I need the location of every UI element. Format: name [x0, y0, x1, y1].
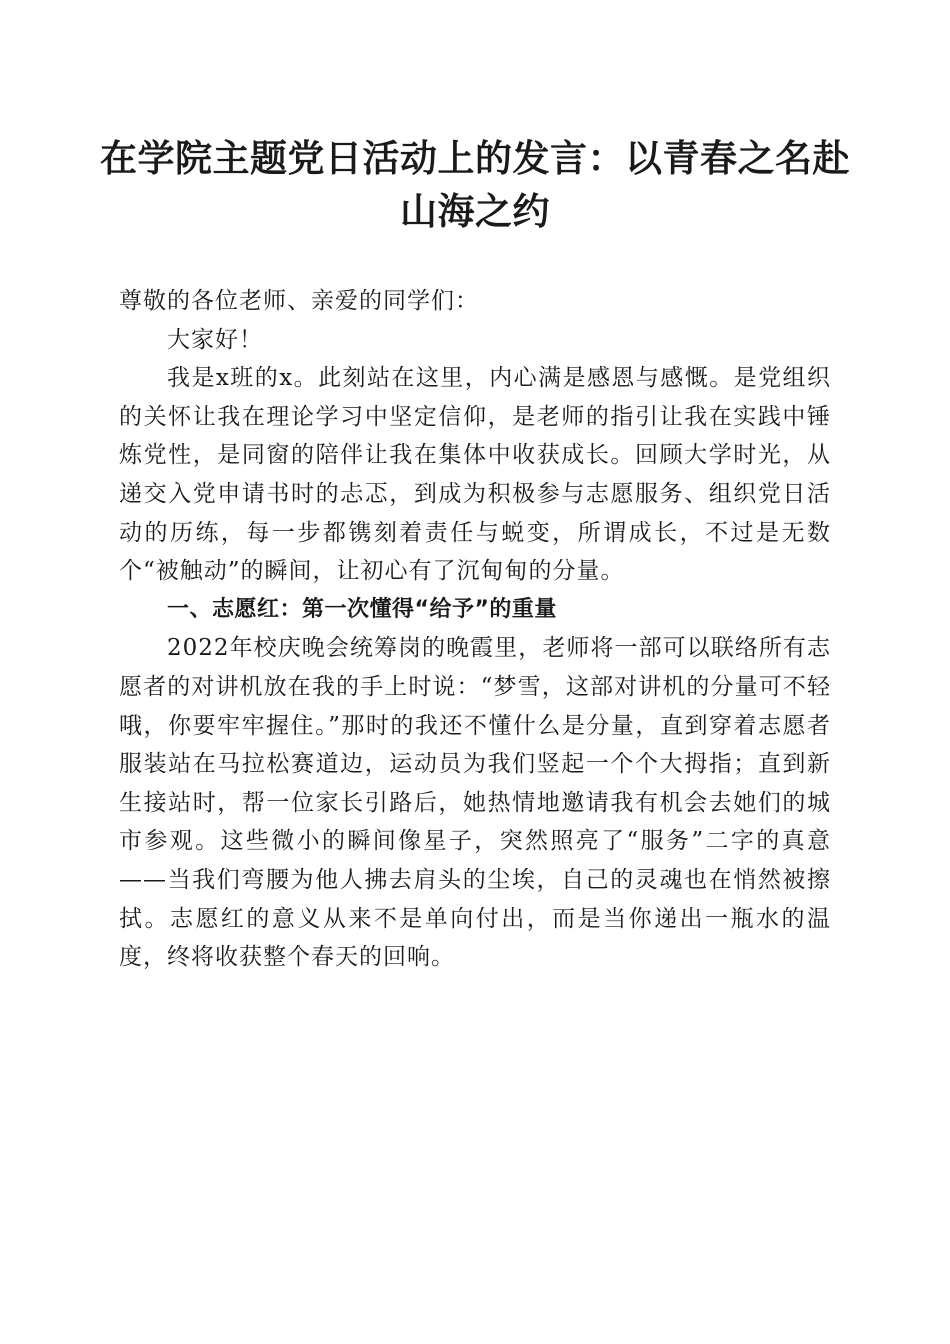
document-body	[119, 282, 831, 977]
document-title: 在学院主题党日活动上的发言：以青春之名赴山海之约	[100, 136, 850, 233]
salutation: 尊敬的各位老师、亲爱的同学们：	[119, 288, 479, 314]
section-1-heading: 一、志愿红：第一次懂得“给予”的重量	[167, 596, 557, 622]
intro-paragraph: 我是x班的x。此刻站在这里，内心满是感恩与感慨。是党组织的关怀让我在理论学习中坚定信仰，是老师的指引让我在实践中锤炼党性，是同窗的陪伴让我在集体中收获成长。回顾大学时光，从递交入党申请书时的忐忑，到成为积极参与志愿服务、组织党日活动的历练，每一步都镌刻着责任与蜕变，所谓成长，不过是无数个“被触动”的瞬间，让初心有了沉甸甸的分量。	[119, 365, 831, 585]
section-1-paragraph: 2022年校庆晚会统筹岗的晚霞里，老师将一部可以联络所有志愿者的对讲机放在我的手上时说：“梦雪，这部对讲机的分量可不轻哦，你要牢牢握住。”那时的我还不懂什么是分量，直到穿着志愿者服装站在马拉松赛道边，运动员为我们竖起一个个大拇指；直到新生接站时，帮一位家长引路后，她热情地邀请我有机会去她们的城市参观。这些微小的瞬间像星子，突然照亮了“服务”二字的真意——当我们弯腰为他人拂去肩头的尘埃，自己的灵魂也在悄然被擦拭。志愿红的意义从来不是单向付出，而是当你递出一瓶水的温度，终将收获整个春天的回响。	[119, 635, 831, 971]
greeting: 大家好！	[167, 326, 263, 353]
